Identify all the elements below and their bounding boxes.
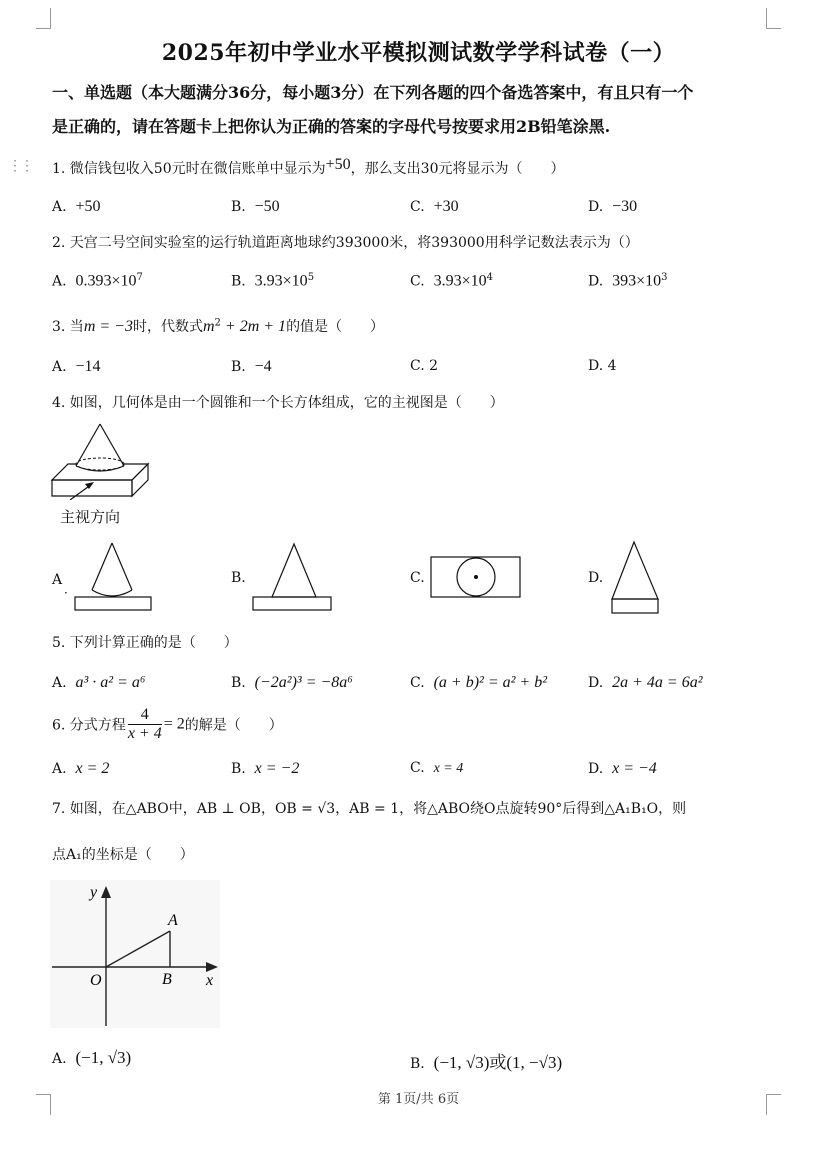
question-4-stem: 4. 如图，几何体是由一个圆锥和一个长方体组成，它的主视图是（ ） <box>52 395 504 411</box>
q7-option-a[interactable]: A. (−1, √3) <box>52 1048 132 1067</box>
q6-option-d[interactable]: D. x = −4 <box>588 760 657 777</box>
question-1-stem <box>52 158 564 178</box>
q4-option-c-label[interactable]: C. <box>410 570 425 586</box>
q2-option-c[interactable]: C. $3.93\times 10^4$ <box>410 272 493 290</box>
q7-coordinate-figure <box>50 880 220 1028</box>
q3-option-b[interactable]: B. −4 <box>231 358 272 375</box>
q4-solid-figure <box>48 420 158 500</box>
fig-b-label: B <box>162 971 172 988</box>
page-footer: 第 1页/共 6页 <box>377 1092 460 1107</box>
q6-denominator: x + 4 <box>127 725 162 742</box>
q1-value: +50 <box>325 156 351 173</box>
page-title: 2025年初中学业水平模拟测试数学学科试卷（一） <box>161 40 676 66</box>
q4-option-b-figure[interactable] <box>250 540 336 614</box>
question-3-stem: 3. 当m = −3时，代数式$m^2 + 2m + 1$的值是（ ） <box>52 317 385 335</box>
fig-x-label: x <box>206 972 214 989</box>
q4-option-c-figure[interactable] <box>428 554 524 602</box>
question-5-stem: 5. 下列计算正确的是（ ） <box>52 635 238 651</box>
q2-option-d[interactable]: D. $393\times 10^3$ <box>588 272 668 290</box>
q2-option-b[interactable]: B. $3.93\times 10^5$ <box>231 272 315 290</box>
question-2-stem: 2. 天宫二号空间实验室的运行轨道距离地球约393000米，将393000用科学记数法表示为（） <box>52 235 639 251</box>
q3-option-d[interactable]: D. 4 <box>588 358 617 374</box>
q4-dot: · <box>64 586 68 600</box>
q4-option-d-label[interactable]: D. <box>588 570 604 586</box>
view-direction-label: 主视方向 <box>60 508 121 526</box>
crop-mark-top-left <box>36 8 51 29</box>
q1-option-c[interactable]: C. +30 <box>410 198 459 215</box>
drag-handle-icon[interactable]: ⋮⋮ <box>8 158 32 174</box>
q7-option-b[interactable]: B. (−1, √3)或(1, −√3) <box>410 1053 563 1072</box>
q1-option-a[interactable]: A. +50 <box>52 198 101 215</box>
fig-a-label: A <box>168 912 178 929</box>
q1-option-d[interactable]: D. −30 <box>588 198 638 215</box>
q1-text-a: 1. 微信钱包收入50元时在微信账单中显示为 <box>52 161 326 177</box>
q4-option-b-label[interactable]: B. <box>231 570 246 586</box>
q3-option-c[interactable]: C. 2 <box>410 358 439 374</box>
q5-option-b[interactable]: B. (−2a²)³ = −8a⁶ <box>231 674 353 691</box>
q1-option-b[interactable]: B. −50 <box>231 198 280 215</box>
q4-option-a-figure[interactable] <box>72 540 154 614</box>
q6-option-a[interactable]: A. x = 2 <box>52 760 110 777</box>
q6-option-c[interactable]: C. x = 4 <box>410 760 464 776</box>
section-heading-line2: 是正确的，请在答题卡上把你认为正确的答案的字母代号按要求用2B铅笔涂黑. <box>52 117 611 136</box>
q6-option-b[interactable]: B. x = −2 <box>231 760 300 777</box>
q4-option-d-figure[interactable] <box>606 538 664 616</box>
question-7-line1: 7. 如图，在△ABO中，AB ⊥ OB，OB = √3，AB = 1，将△ABO绕O点旋转90°后得到△A₁B₁O，则 <box>52 801 687 817</box>
q1-text-b: ，那么支出30元将显示为（ ） <box>350 161 565 177</box>
q4-option-a-label[interactable]: A <box>52 572 63 588</box>
question-6-stem: 6. 分式方程 $\frac{4}{x + 4}$ = 2的解是（ ） <box>52 706 283 742</box>
q3-option-a[interactable]: A. −14 <box>52 358 101 375</box>
section-heading-line1: 一、单选题（本大题满分36分，每小题3分）在下列各题的四个备选答案中，有且只有一个 <box>52 83 694 102</box>
fig-o-label: O <box>90 972 102 989</box>
question-7-line2: 点A₁的坐标是（ ） <box>52 847 194 863</box>
q5-option-c[interactable]: C. (a + b)² = a² + b² <box>410 674 548 691</box>
q5-option-a[interactable]: A. a³ · a² = a⁶ <box>52 674 146 691</box>
q5-option-d[interactable]: D. 2a + 4a = 6a² <box>588 674 703 691</box>
crop-mark-top-right <box>766 8 781 29</box>
q2-option-a[interactable]: A. $0.393\times 10^7$ <box>52 272 143 290</box>
fig-y-label: y <box>90 884 98 901</box>
q6-numerator: 4 <box>128 706 162 725</box>
